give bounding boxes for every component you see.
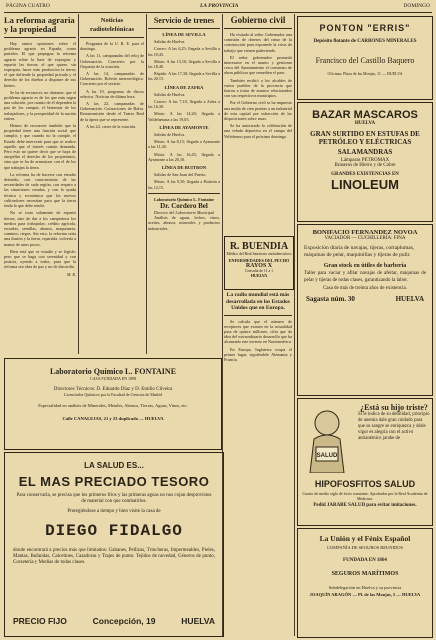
- ad-brand: HIPOFOSFITOS SALUD: [314, 479, 416, 489]
- ad-question: ¿Está su hijo triste?: [360, 403, 428, 412]
- paragraph: Hay tantos opiniones sobre el problema agrario en España, como partidos. El que propugna la reforma agraria sobre la base de expropiar y repartir las tierras; el que quiere, sin expropiar, hacer más productiva la tierra; el que defiende la propiedad privada y el derecho de los dueños a disponer de sus bienes.: [4, 41, 76, 88]
- ad-line: Gran stock en útiles de barbería: [323, 263, 407, 269]
- train-item: Mixto: A las 14,20; llegada a Valdelamusa a las 19,05.: [148, 111, 220, 122]
- ad-line: Francisco del Castillo Baquero: [315, 56, 415, 65]
- article-trenes: [148, 16, 220, 354]
- ad-line: Para conservarla, se precisa que los primeros frios y las primeras aguas no nos cojan desprovistos de material con que combatirlos.: [16, 493, 212, 504]
- header-center: LA PROVINCIA: [200, 3, 239, 9]
- divider: [224, 315, 292, 316]
- header-right: DOMINGO: [403, 3, 430, 9]
- section-title: LÍNEA DE SEVILLA: [162, 32, 206, 37]
- paragraph: Hemos de reconocer también que la propiedad tiene una función social que cumplir, y que cuando no la cumple, el Estado debe intervenir para que se realice aquello que el interés común demanda. Pero esto no quiere decir que se haya de atropellar el derecho de los propietarios, sino que se ha de armonizar con el de los que trabajan la tierra.: [4, 123, 76, 170]
- ad-subtitle: CASA FUNDADA EN 1898: [89, 376, 137, 381]
- ad-ponton: [297, 16, 433, 100]
- column-rule: [146, 14, 147, 354]
- ad-line: HUELVA: [250, 273, 268, 279]
- divider: [148, 193, 220, 194]
- ad-line: COMPAÑÍA DE SEGUROS REUNIDOS: [327, 545, 403, 550]
- ad-line: Médico del Real Sanatorio antituberculoso: [226, 252, 292, 256]
- ad-bazar-mascaros: [297, 102, 433, 222]
- ad-title: Laboratorio Químico L. FONTAINE: [49, 367, 177, 376]
- paragraph: A las 14, campanadas de Gobernación. Boletín meteorológico. Concierto por el sexteto.: [80, 71, 144, 87]
- divider: [4, 37, 76, 38]
- article-radio-mundial: [224, 292, 292, 636]
- ad-brand: R. BUENDIA: [229, 241, 289, 252]
- ad-address: Sagasta núm. 30: [306, 295, 355, 303]
- ad-line: Cuatro de medio siglo de éxito constante. Aprobados por la Real Academia de Medicina.: [302, 491, 428, 501]
- headline: La radio mundial está más desarrollada en los Estados Unidos que en Europa.: [226, 292, 290, 311]
- ad-line: Laboratorio Químico L. Fontaine: [153, 196, 215, 202]
- paragraph: La reforma ha de hacerse con estudio detenido, con conocimiento de las necesidades de cada región, con respeto a las situaciones creadas, y con la ayuda técnica y económica que los nuevos cultivadores necesitan para que la tierra rinda lo que debe rendir.: [4, 171, 76, 209]
- divider: [80, 37, 144, 38]
- ad-line: RAYOS X: [245, 263, 273, 270]
- train-item: Salidas de Huelva.: [154, 132, 186, 138]
- headline: Noticias radiotelefónicas: [89, 17, 135, 33]
- ad-line: Depósito flotante de CARBONES MINERALES: [313, 39, 417, 44]
- article-reforma-agraria: [4, 16, 76, 354]
- headline: La reforma agraria y la propiedad: [4, 16, 75, 34]
- column-rule: [78, 14, 79, 354]
- train-item: Mixto: A las 13,10; llegada a Sevilla a las 18,40.: [148, 58, 220, 70]
- ad-brand: PONTON "ERRIS": [319, 23, 411, 33]
- ad-line: Consulta de 11 a 1: [244, 269, 274, 274]
- svg-text:SALUD: SALUD: [316, 453, 338, 459]
- ad-line: donde encontrará a precios más que limitados: Gabanes, Pellizas, Trincheras, Impermeables, Pieles, Mantas, Bufandas, Calcetines, Cazadoras y Trajes de punto. Tejidos de novedad, Géneros de punto, Corsetería y Medias de todas clases.: [13, 548, 215, 565]
- ad-line: JOAQUÍN ARAGÓN — Pl. de las Monjas, 5 — HUELVA: [309, 592, 421, 597]
- ad-line: ENFERMEDADES DEL PECHO: [228, 258, 290, 264]
- ad-brand: BONIFACIO FERNANDEZ NOVOA: [312, 229, 418, 236]
- headline: Gobierno civil: [230, 16, 286, 25]
- ad-line: LA SALUD ES...: [84, 461, 144, 470]
- ad-line: Pedid JARABE SALUD para evitar imitaciones.: [313, 503, 417, 508]
- section-title: LÍNEA DE BUITRON: [161, 165, 207, 171]
- ad-line: LINOLEUM: [331, 177, 399, 192]
- ad-line: Braseros de Hierro y de Cobre: [334, 163, 396, 168]
- ad-name: Dr. Cordero Bel: [160, 202, 208, 211]
- ad-line: GRAN SURTIDO EN ESTUFAS DE PETRÓLEO Y ELÉCTRICAS: [310, 130, 420, 146]
- ad-buendia: [224, 236, 294, 290]
- section-title: LÍNEA DE AYAMONTE: [159, 124, 209, 130]
- ad-line: Licenciados Químicos por la Facultad de Ciencias de Madrid: [64, 392, 162, 397]
- train-item: Salidas de Huelva.: [154, 91, 186, 97]
- train-item: Mixto: A las 8,15; llegada a Ayamonte a las 11,40.: [148, 139, 220, 150]
- train-item: Mixto: A las 9,30; llegada a Buitrón a las 12,15.: [148, 179, 220, 190]
- ad-brand: La Unión y el Fénix Español: [319, 534, 411, 543]
- ad-line: Subdelegación en Huelva y su provincia: [328, 585, 402, 590]
- ad-line: Protegiéndose a tiempo y bien visite la casa de: [67, 509, 161, 514]
- ad-union-fenix: [297, 528, 433, 638]
- paragraph: A las 19, programa de discos selectos. Noticias de última hora.: [80, 88, 144, 99]
- ad-brand: BAZAR MASCAROS: [312, 109, 418, 121]
- ad-text-block: [358, 403, 430, 442]
- headline: Servicio de trenes: [153, 16, 215, 25]
- article-gobierno-civil: [224, 16, 292, 234]
- ad-city: HUELVA: [354, 121, 376, 126]
- train-item: Correo: A las 6,25; llegada a Sevilla a las 10,45.: [148, 46, 220, 57]
- child-illustration-icon: [300, 403, 354, 473]
- train-item: Rápido: A las 17,30; llegada a Sevilla a las 20,15.: [148, 71, 220, 82]
- ad-line: Lámparas PETROMAX: [340, 158, 390, 163]
- paragraph: Ha visitado al señor Gobernador una comisión de obreros del ramo de la construcción para exponerle la crisis de trabajo que vienen padeciendo.: [224, 32, 292, 53]
- ad-line: SALAMANDRAS: [337, 148, 393, 156]
- paragraph: No se trata solamente de repartir tierras, sino de dar a los campesinos los medios para trabajarlas: crédito agrícola, escuelas, semillas, abonos, maquinaria, caminos, riegos. Sin esto, la reforma sería una ilusión y la tierra, repartida, volvería a manos de unos pocos.: [4, 210, 76, 247]
- ad-city: HUELVA: [181, 616, 215, 626]
- paragraph: El señor gobernador prometió interesarse en el asunto y gestionar cerca del Ayuntamiento el comienzo de obras públicas que remedien el paro.: [224, 54, 292, 76]
- page-header: [4, 2, 432, 13]
- ad-line: Si le indica de su debilidad, principio de anemia dale gran cuidado para que su sangre se enriquezca y dárle vigor es alegría con el activo antianémico jarabe de: [358, 412, 430, 441]
- ad-diego-fidalgo: [4, 452, 224, 637]
- signature: M. R.: [66, 271, 76, 277]
- paragraph: Se ha autorizado la celebración de una velada deportiva en el campo del Velódromo para el próximo domingo.: [224, 123, 292, 139]
- paragraph: En Europa, Inglaterra ocupa el primer lugar, siguiéndole Alemania y Francia.: [224, 346, 292, 362]
- ad-hipofosfitos: [297, 398, 433, 526]
- ad-fontaine: [4, 358, 222, 450]
- ad-headline: EL MAS PRECIADO TESORO: [18, 474, 210, 489]
- paragraph: A las 24, cierre de la estación.: [86, 123, 137, 129]
- ad-line: Taller para vaciar y afilar navajas de afeitar, máquinas de pelar y tijeras de todas clases, garantizando la labor.: [304, 271, 426, 283]
- paragraph: Se calcula que el número de receptores que existen en la actualidad pasa de quince millones, cifra que da idea del extraordinario desarrollo que ha alcanzado este invento en Norteamérica.: [224, 318, 292, 345]
- divider: [224, 28, 292, 29]
- ad-bonifacio: [297, 224, 433, 396]
- ad-line: Casa de más de treinta años de existencia.: [323, 286, 407, 291]
- ad-role: Director del Laboratorio Municipal: [153, 210, 215, 216]
- ad-line: Exposición diaria de navajas, tijeras, cortaplumas, máquinas de pelar, maquinillas y tijeras de pulir.: [304, 245, 415, 258]
- paragraph: A las 11, campanadas del reloj de Gobernación. Concierto por la Orquesta de la estación.: [80, 53, 144, 69]
- train-item: Salidas de Huelva.: [154, 39, 186, 45]
- paragraph: A las 22, campanadas de Gobernación. Cotizaciones de Bolsa. Retransmisión desde el Teatro Real de la ópera que se represente.: [80, 101, 144, 122]
- ad-line: FUNDADA EN 1864: [343, 558, 387, 563]
- paragraph: También recibió a los alcaldes de varios pueblos de la provincia que fueron a tratar de asuntos relacionados con sus respectivos municipios.: [224, 77, 292, 99]
- paragraph: Por el Gobierno civil se ha impuesto una multa de cien pesetas a un industrial de esta capital por infracción de las disposiciones sobre tasas.: [224, 100, 292, 122]
- ad-line: GRANDES EXISTENCIAS EN: [331, 172, 399, 177]
- article-radio: [80, 16, 144, 354]
- ad-line: Especialidad en análisis de Minerales, Metales, Abonos, Tierras, Aguas, Vinos, etc.: [38, 403, 188, 408]
- divider: [148, 28, 220, 29]
- paragraph: Bien está que se estudie y se legisle; pero que se haga con serenidad y con justicia, oyendo a todos, para que la reforma sea obra de paz y no de discordia.: [4, 248, 76, 270]
- ad-address: Calle CANALEJAS, 21 y 23 duplicado — HUELVA: [62, 416, 164, 421]
- column-rule: [294, 14, 295, 636]
- train-item: Mixto: A las 16,45; llegada a Ayamonte a las 20,10.: [148, 151, 220, 162]
- ad-footer: [306, 295, 424, 303]
- header-left: PÁGINA CUATRO: [6, 3, 50, 9]
- paragraph: Programa de la U. R. E. para el domingo.: [80, 41, 144, 52]
- train-item: Correo: A las 7,10; llegada a Zafra a las 16,30.: [148, 99, 220, 110]
- ad-brand: DIEGO FIDALGO: [45, 522, 183, 540]
- ad-line: Directores Técnicos: D. Eduardo Díaz y D. Emilio Cilveira: [53, 387, 173, 392]
- section-title: LÍNEA DE ZAFRA: [164, 84, 204, 90]
- train-item: Salidas de San Juan del Puerto.: [154, 172, 207, 178]
- ad-line: SEGUROS MARÍTIMOS: [331, 571, 399, 577]
- ad-price: PRECIO FIJO: [13, 616, 67, 626]
- ad-text: Análisis de aguas, leches, vinos, aceites, abonos, minerales y productos industriales.: [148, 215, 220, 231]
- ad-city: HUELVA: [395, 295, 424, 303]
- ad-footer: [13, 616, 215, 626]
- ad-address: Concepción, 19: [92, 616, 156, 626]
- ad-line: VACIADOR — CUCHILLERÍA: FINA: [324, 236, 406, 241]
- ad-line: Oficinas: Plaza de las Monjas, 11 — HUELVA: [327, 71, 403, 76]
- paragraph: Se ha de reconocer, no obstante, que el problema agrario es de los que más urgen una solución, por cuanto de él dependen la paz de los campos, el bienestar de los trabajadores, y la prosperidad de la nación entera.: [4, 89, 76, 121]
